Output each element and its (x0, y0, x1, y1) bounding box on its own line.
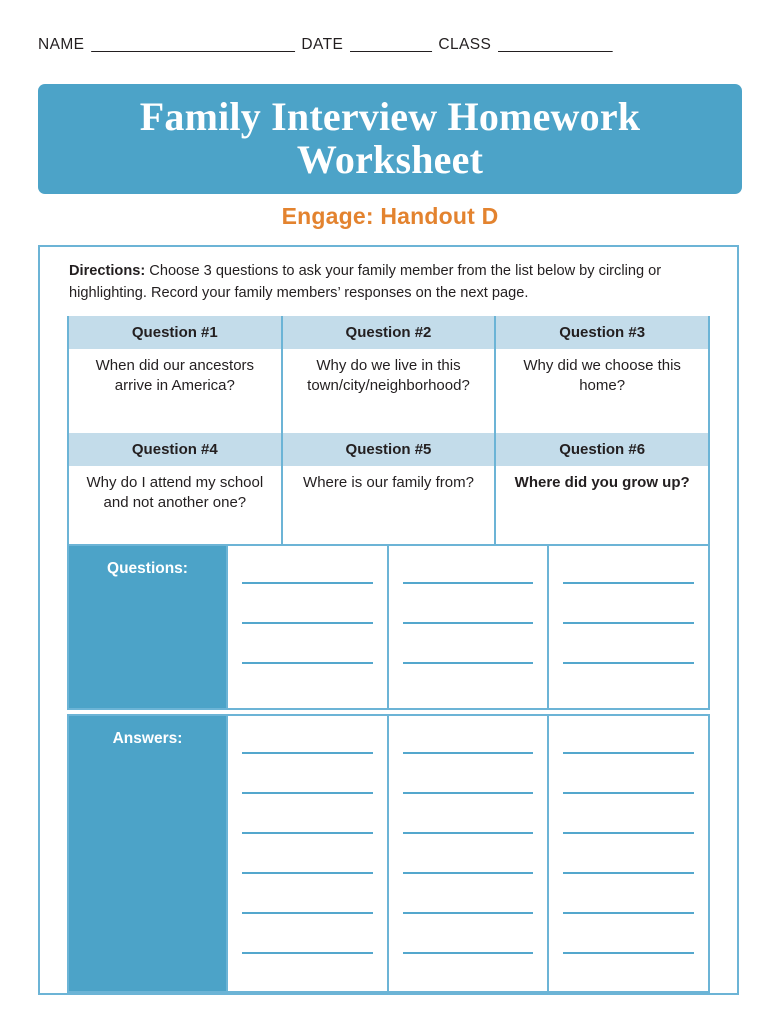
writing-line[interactable] (242, 952, 373, 954)
writing-line[interactable] (242, 752, 373, 754)
name-blank[interactable]: _________________________ (91, 36, 295, 53)
writing-line[interactable] (403, 872, 534, 874)
directions-paragraph (69, 261, 709, 305)
answers-block (67, 714, 710, 993)
writing-line[interactable] (563, 912, 694, 914)
question-header-5: Question #5 (282, 433, 496, 466)
writing-line[interactable] (563, 792, 694, 794)
question-header-1: Question #1 (68, 316, 282, 349)
writing-line[interactable] (242, 662, 373, 664)
directions-label: Directions: (69, 263, 146, 279)
question-cell-row-1 (68, 349, 709, 433)
writing-line[interactable] (563, 582, 694, 584)
questions-label: Questions: (69, 546, 226, 708)
writing-line[interactable] (403, 912, 534, 914)
writing-line[interactable] (563, 752, 694, 754)
question-header-row-2 (68, 433, 709, 466)
question-cell-6[interactable]: Where did you grow up? (495, 466, 709, 550)
title-banner (38, 84, 742, 194)
question-header-3: Question #3 (495, 316, 709, 349)
questions-column-1[interactable] (226, 546, 387, 708)
directions-text: Choose 3 questions to ask your family member from the list below by circling or highlighting. Record your family members’ responses on the next page. (69, 263, 662, 301)
date-blank[interactable]: __________ (350, 36, 432, 53)
answers-column-1[interactable] (226, 716, 387, 991)
writing-line[interactable] (563, 622, 694, 624)
question-bank-table (67, 316, 710, 551)
writing-line[interactable] (242, 792, 373, 794)
class-label: CLASS (438, 36, 492, 53)
writing-line[interactable] (563, 952, 694, 954)
questions-column-2[interactable] (387, 546, 548, 708)
writing-line[interactable] (403, 832, 534, 834)
class-blank[interactable]: ______________ (498, 36, 612, 53)
writing-line[interactable] (242, 912, 373, 914)
question-header-row-1 (68, 316, 709, 349)
writing-line[interactable] (242, 622, 373, 624)
writing-line[interactable] (563, 662, 694, 664)
writing-line[interactable] (242, 582, 373, 584)
date-label: DATE (301, 36, 344, 53)
question-cell-3[interactable]: Why did we choose this home? (495, 349, 709, 433)
writing-line[interactable] (242, 832, 373, 834)
answers-column-3[interactable] (547, 716, 708, 991)
student-info-line (38, 36, 742, 60)
writing-line[interactable] (242, 872, 373, 874)
writing-line[interactable] (403, 952, 534, 954)
questions-block (67, 544, 710, 710)
answers-column-2[interactable] (387, 716, 548, 991)
writing-line[interactable] (403, 622, 534, 624)
writing-line[interactable] (563, 872, 694, 874)
question-cell-1[interactable]: When did our ancestors arrive in America? (68, 349, 282, 433)
worksheet-body-frame (38, 245, 739, 995)
worksheet-title: Family Interview Homework Worksheet (139, 94, 641, 182)
writing-line[interactable] (403, 582, 534, 584)
question-cell-4[interactable]: Why do I attend my school and not another one? (68, 466, 282, 550)
answers-columns (226, 716, 708, 991)
answers-label: Answers: (69, 716, 226, 991)
question-cell-5[interactable]: Where is our family from? (282, 466, 496, 550)
writing-line[interactable] (403, 752, 534, 754)
handout-subtitle: Engage: Handout D (281, 203, 499, 229)
response-grid (67, 544, 710, 993)
question-cell-2[interactable]: Why do we live in this town/city/neighborhood? (282, 349, 496, 433)
writing-line[interactable] (563, 832, 694, 834)
question-header-6: Question #6 (495, 433, 709, 466)
name-label: NAME (38, 36, 85, 53)
questions-column-3[interactable] (547, 546, 708, 708)
writing-line[interactable] (403, 662, 534, 664)
questions-columns (226, 546, 708, 708)
question-cell-row-2 (68, 466, 709, 550)
question-header-4: Question #4 (68, 433, 282, 466)
writing-line[interactable] (403, 792, 534, 794)
question-header-2: Question #2 (282, 316, 496, 349)
